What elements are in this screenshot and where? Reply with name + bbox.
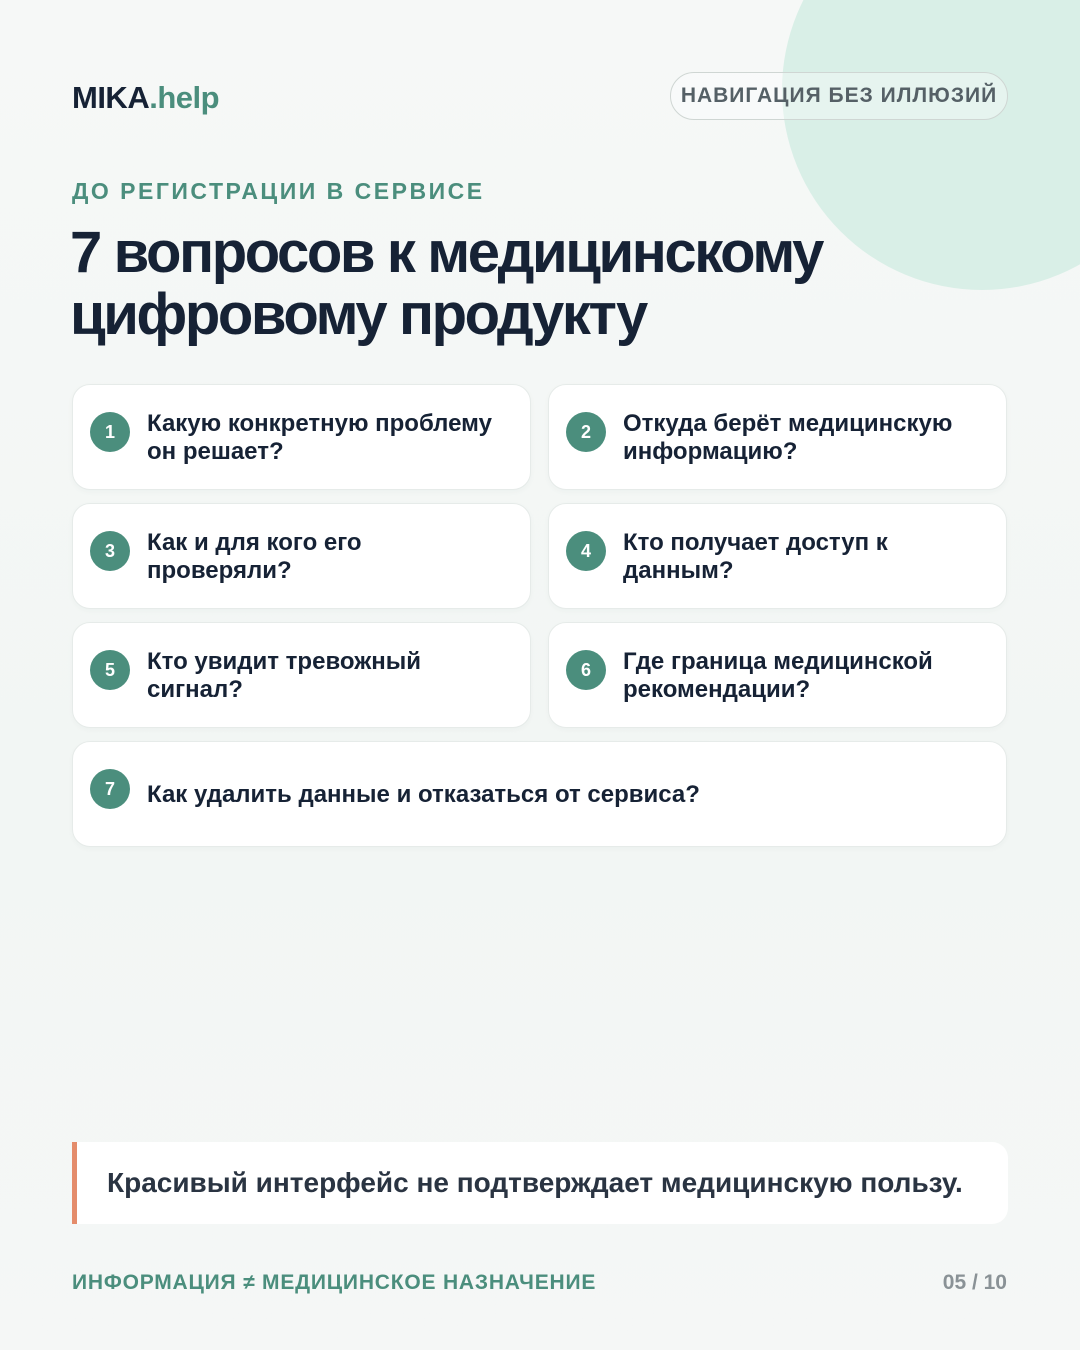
number-badge: 3 bbox=[90, 531, 130, 571]
header-pill: НАВИГАЦИЯ БЕЗ ИЛЛЮЗИЙ bbox=[670, 72, 1008, 120]
number-badge: 1 bbox=[90, 412, 130, 452]
number-badge: 4 bbox=[566, 531, 606, 571]
question-text: Как и для кого его проверяли? bbox=[147, 529, 362, 584]
question-text: Как удалить данные и отказаться от сервиса? bbox=[147, 781, 700, 808]
number-badge: 5 bbox=[90, 650, 130, 690]
question-card-4 bbox=[548, 503, 1007, 609]
brand-logo bbox=[72, 78, 219, 118]
question-text: Кто увидит тревожный сигнал? bbox=[147, 648, 421, 703]
number-badge: 7 bbox=[90, 769, 130, 809]
question-card-3 bbox=[72, 503, 531, 609]
brand-name: MIKA bbox=[72, 80, 150, 115]
eyebrow-label: ДО РЕГИСТРАЦИИ В СЕРВИСЕ bbox=[72, 178, 485, 204]
question-text: Откуда берёт медицинскую информацию? bbox=[623, 410, 953, 465]
brand-suffix: .help bbox=[149, 80, 220, 115]
page-title: 7 вопросов к медицинскому цифровому продукту bbox=[70, 220, 822, 347]
question-text: Какую конкретную проблему он решает? bbox=[147, 410, 492, 465]
page-counter: 05 / 10 bbox=[942, 1271, 1007, 1294]
number-badge: 2 bbox=[566, 412, 606, 452]
question-card-2 bbox=[548, 384, 1007, 490]
question-text: Кто получает доступ к данным? bbox=[623, 529, 888, 584]
callout-note: Красивый интерфейс не подтверждает медицинскую пользу. bbox=[72, 1142, 1008, 1224]
question-card-6 bbox=[548, 622, 1007, 728]
number-badge: 6 bbox=[566, 650, 606, 690]
footer-tagline: ИНФОРМАЦИЯ ≠ МЕДИЦИНСКОЕ НАЗНАЧЕНИЕ bbox=[72, 1271, 597, 1294]
question-card-7 bbox=[72, 741, 1007, 847]
question-card-5 bbox=[72, 622, 531, 728]
question-card-1 bbox=[72, 384, 531, 490]
question-text: Где граница медицинской рекомендации? bbox=[623, 648, 933, 703]
